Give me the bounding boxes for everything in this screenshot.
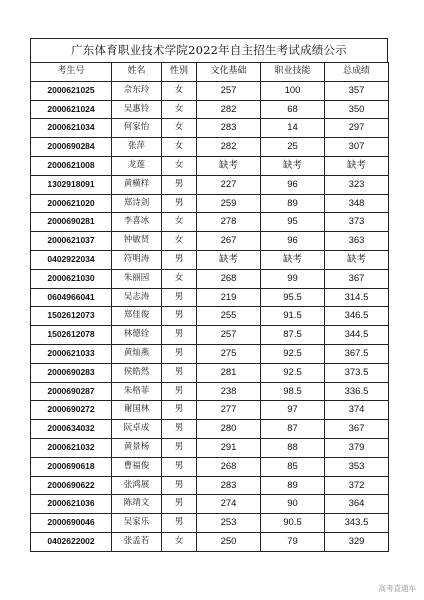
header-exam-id: 考生号 xyxy=(31,63,112,82)
total-score-cell: 323 xyxy=(325,175,389,194)
name-cell: 张孟若 xyxy=(112,532,162,551)
total-score-cell: 348 xyxy=(325,194,389,213)
exam-id-cell: 1502612073 xyxy=(31,307,112,326)
name-cell: 张萍 xyxy=(112,138,162,157)
name-cell: 郑佳俊 xyxy=(112,307,162,326)
culture-score-cell: 227 xyxy=(197,175,261,194)
gender-cell: 男 xyxy=(162,175,197,194)
culture-score-cell: 268 xyxy=(197,457,261,476)
exam-id-cell: 0402622002 xyxy=(31,532,112,551)
name-cell: 龙莲 xyxy=(112,156,162,175)
culture-score-cell: 268 xyxy=(197,269,261,288)
header-row xyxy=(31,63,389,82)
culture-score-cell: 257 xyxy=(197,326,261,345)
table-row xyxy=(31,288,389,307)
total-score-cell: 336.5 xyxy=(325,382,389,401)
skill-score-cell: 85 xyxy=(261,457,325,476)
table-row xyxy=(31,100,389,119)
total-score-cell: 350 xyxy=(325,100,389,119)
culture-score-cell: 253 xyxy=(197,514,261,533)
gender-cell: 男 xyxy=(162,401,197,420)
name-cell: 林德铨 xyxy=(112,326,162,345)
gender-cell: 男 xyxy=(162,457,197,476)
gender-cell: 女 xyxy=(162,232,197,251)
gender-cell: 男 xyxy=(162,307,197,326)
total-score-cell: 329 xyxy=(325,532,389,551)
skill-score-cell: 90.5 xyxy=(261,514,325,533)
exam-id-cell: 2000690287 xyxy=(31,382,112,401)
name-cell: 陈靖文 xyxy=(112,495,162,514)
total-score-cell: 379 xyxy=(325,438,389,457)
name-cell: 谢国林 xyxy=(112,401,162,420)
name-cell: 符明涛 xyxy=(112,250,162,269)
skill-score-cell: 25 xyxy=(261,138,325,157)
table-row xyxy=(31,401,389,420)
results-table xyxy=(30,62,389,552)
skill-score-cell: 91.5 xyxy=(261,307,325,326)
culture-score-cell: 278 xyxy=(197,213,261,232)
total-score-cell: 314.5 xyxy=(325,288,389,307)
table-row xyxy=(31,438,389,457)
exam-id-cell: 0402922034 xyxy=(31,250,112,269)
culture-score-cell: 275 xyxy=(197,344,261,363)
exam-id-cell: 2000690272 xyxy=(31,401,112,420)
table-row xyxy=(31,326,389,345)
watermark: 高考直通车 xyxy=(378,584,416,593)
exam-id-cell: 2000621037 xyxy=(31,232,112,251)
culture-score-cell: 280 xyxy=(197,420,261,439)
culture-score-cell: 281 xyxy=(197,363,261,382)
culture-score-cell: 267 xyxy=(197,232,261,251)
total-score-cell: 373 xyxy=(325,213,389,232)
exam-id-cell: 2000690283 xyxy=(31,363,112,382)
results-sheet xyxy=(30,38,388,552)
culture-score-cell: 259 xyxy=(197,194,261,213)
sheet-title: 广东体育职业技术学院2022年自主招生考试成绩公示 xyxy=(30,38,388,62)
exam-id-cell: 2000621033 xyxy=(31,344,112,363)
gender-cell: 女 xyxy=(162,138,197,157)
table-row xyxy=(31,213,389,232)
skill-score-cell: 14 xyxy=(261,119,325,138)
name-cell: 佘东玲 xyxy=(112,81,162,100)
skill-score-cell: 87 xyxy=(261,420,325,439)
table-row xyxy=(31,232,389,251)
exam-id-cell: 2000634032 xyxy=(31,420,112,439)
table-row xyxy=(31,476,389,495)
total-score-cell: 缺考 xyxy=(325,250,389,269)
skill-score-cell: 88 xyxy=(261,438,325,457)
skill-score-cell: 96 xyxy=(261,232,325,251)
name-cell: 吴志涛 xyxy=(112,288,162,307)
culture-score-cell: 缺考 xyxy=(197,156,261,175)
name-cell: 钟敏贤 xyxy=(112,232,162,251)
exam-id-cell: 2000690046 xyxy=(31,514,112,533)
table-row xyxy=(31,363,389,382)
culture-score-cell: 274 xyxy=(197,495,261,514)
exam-id-cell: 2000690618 xyxy=(31,457,112,476)
gender-cell: 女 xyxy=(162,156,197,175)
culture-score-cell: 238 xyxy=(197,382,261,401)
skill-score-cell: 87.5 xyxy=(261,326,325,345)
total-score-cell: 344.5 xyxy=(325,326,389,345)
gender-cell: 男 xyxy=(162,438,197,457)
gender-cell: 男 xyxy=(162,363,197,382)
total-score-cell: 367 xyxy=(325,269,389,288)
total-score-cell: 373.5 xyxy=(325,363,389,382)
gender-cell: 女 xyxy=(162,532,197,551)
gender-cell: 男 xyxy=(162,495,197,514)
exam-id-cell: 2000621032 xyxy=(31,438,112,457)
gender-cell: 男 xyxy=(162,476,197,495)
name-cell: 曹福俊 xyxy=(112,457,162,476)
name-cell: 张鸿展 xyxy=(112,476,162,495)
header-total-score: 总成绩 xyxy=(325,63,389,82)
gender-cell: 男 xyxy=(162,344,197,363)
total-score-cell: 343.5 xyxy=(325,514,389,533)
skill-score-cell: 68 xyxy=(261,100,325,119)
table-row xyxy=(31,119,389,138)
table-row xyxy=(31,269,389,288)
table-row xyxy=(31,156,389,175)
skill-score-cell: 92.5 xyxy=(261,344,325,363)
skill-score-cell: 92.5 xyxy=(261,363,325,382)
table-row xyxy=(31,495,389,514)
total-score-cell: 367 xyxy=(325,420,389,439)
culture-score-cell: 277 xyxy=(197,401,261,420)
exam-id-cell: 2000690622 xyxy=(31,476,112,495)
culture-score-cell: 283 xyxy=(197,476,261,495)
total-score-cell: 353 xyxy=(325,457,389,476)
gender-cell: 男 xyxy=(162,250,197,269)
skill-score-cell: 99 xyxy=(261,269,325,288)
name-cell: 何家怡 xyxy=(112,119,162,138)
gender-cell: 男 xyxy=(162,420,197,439)
skill-score-cell: 90 xyxy=(261,495,325,514)
exam-id-cell: 0604966041 xyxy=(31,288,112,307)
table-row xyxy=(31,420,389,439)
exam-id-cell: 2000621025 xyxy=(31,81,112,100)
gender-cell: 男 xyxy=(162,382,197,401)
gender-cell: 女 xyxy=(162,269,197,288)
name-cell: 黄灿燕 xyxy=(112,344,162,363)
culture-score-cell: 219 xyxy=(197,288,261,307)
name-cell: 吴家乐 xyxy=(112,514,162,533)
name-cell: 朱丽园 xyxy=(112,269,162,288)
skill-score-cell: 79 xyxy=(261,532,325,551)
name-cell: 吴惠铃 xyxy=(112,100,162,119)
skill-score-cell: 95.5 xyxy=(261,288,325,307)
gender-cell: 女 xyxy=(162,213,197,232)
culture-score-cell: 缺考 xyxy=(197,250,261,269)
total-score-cell: 307 xyxy=(325,138,389,157)
exam-id-cell: 2000621020 xyxy=(31,194,112,213)
exam-id-cell: 1302918091 xyxy=(31,175,112,194)
skill-score-cell: 100 xyxy=(261,81,325,100)
total-score-cell: 364 xyxy=(325,495,389,514)
header-name: 姓名 xyxy=(112,63,162,82)
table-row xyxy=(31,344,389,363)
total-score-cell: 367.5 xyxy=(325,344,389,363)
name-cell: 黄景杨 xyxy=(112,438,162,457)
total-score-cell: 363 xyxy=(325,232,389,251)
culture-score-cell: 282 xyxy=(197,138,261,157)
exam-id-cell: 2000621008 xyxy=(31,156,112,175)
gender-cell: 男 xyxy=(162,326,197,345)
culture-score-cell: 255 xyxy=(197,307,261,326)
culture-score-cell: 257 xyxy=(197,81,261,100)
name-cell: 朱格菲 xyxy=(112,382,162,401)
skill-score-cell: 97 xyxy=(261,401,325,420)
exam-id-cell: 2000690281 xyxy=(31,213,112,232)
exam-id-cell: 2000621036 xyxy=(31,495,112,514)
table-row xyxy=(31,175,389,194)
table-row xyxy=(31,194,389,213)
total-score-cell: 缺考 xyxy=(325,156,389,175)
gender-cell: 女 xyxy=(162,81,197,100)
name-cell: 侯皓然 xyxy=(112,363,162,382)
exam-id-cell: 1502612078 xyxy=(31,326,112,345)
culture-score-cell: 283 xyxy=(197,119,261,138)
name-cell: 黄横样 xyxy=(112,175,162,194)
table-row xyxy=(31,307,389,326)
table-row xyxy=(31,138,389,157)
exam-id-cell: 2000690284 xyxy=(31,138,112,157)
header-skill-score: 职业技能 xyxy=(261,63,325,82)
exam-id-cell: 2000621024 xyxy=(31,100,112,119)
culture-score-cell: 282 xyxy=(197,100,261,119)
gender-cell: 男 xyxy=(162,194,197,213)
culture-score-cell: 250 xyxy=(197,532,261,551)
skill-score-cell: 89 xyxy=(261,476,325,495)
header-culture-score: 文化基础 xyxy=(197,63,261,82)
exam-id-cell: 2000621034 xyxy=(31,119,112,138)
gender-cell: 女 xyxy=(162,100,197,119)
exam-id-cell: 2000621030 xyxy=(31,269,112,288)
total-score-cell: 372 xyxy=(325,476,389,495)
table-row xyxy=(31,81,389,100)
table-row xyxy=(31,532,389,551)
gender-cell: 男 xyxy=(162,514,197,533)
total-score-cell: 297 xyxy=(325,119,389,138)
table-row xyxy=(31,457,389,476)
table-body xyxy=(31,81,389,551)
culture-score-cell: 291 xyxy=(197,438,261,457)
skill-score-cell: 89 xyxy=(261,194,325,213)
gender-cell: 女 xyxy=(162,119,197,138)
table-row xyxy=(31,514,389,533)
name-cell: 郑诗剑 xyxy=(112,194,162,213)
name-cell: 李喜冰 xyxy=(112,213,162,232)
table-row xyxy=(31,250,389,269)
gender-cell: 男 xyxy=(162,288,197,307)
skill-score-cell: 缺考 xyxy=(261,250,325,269)
table-row xyxy=(31,382,389,401)
skill-score-cell: 98.5 xyxy=(261,382,325,401)
header-gender: 性别 xyxy=(162,63,197,82)
total-score-cell: 374 xyxy=(325,401,389,420)
name-cell: 阮卓成 xyxy=(112,420,162,439)
total-score-cell: 346.5 xyxy=(325,307,389,326)
skill-score-cell: 96 xyxy=(261,175,325,194)
skill-score-cell: 缺考 xyxy=(261,156,325,175)
total-score-cell: 357 xyxy=(325,81,389,100)
skill-score-cell: 95 xyxy=(261,213,325,232)
